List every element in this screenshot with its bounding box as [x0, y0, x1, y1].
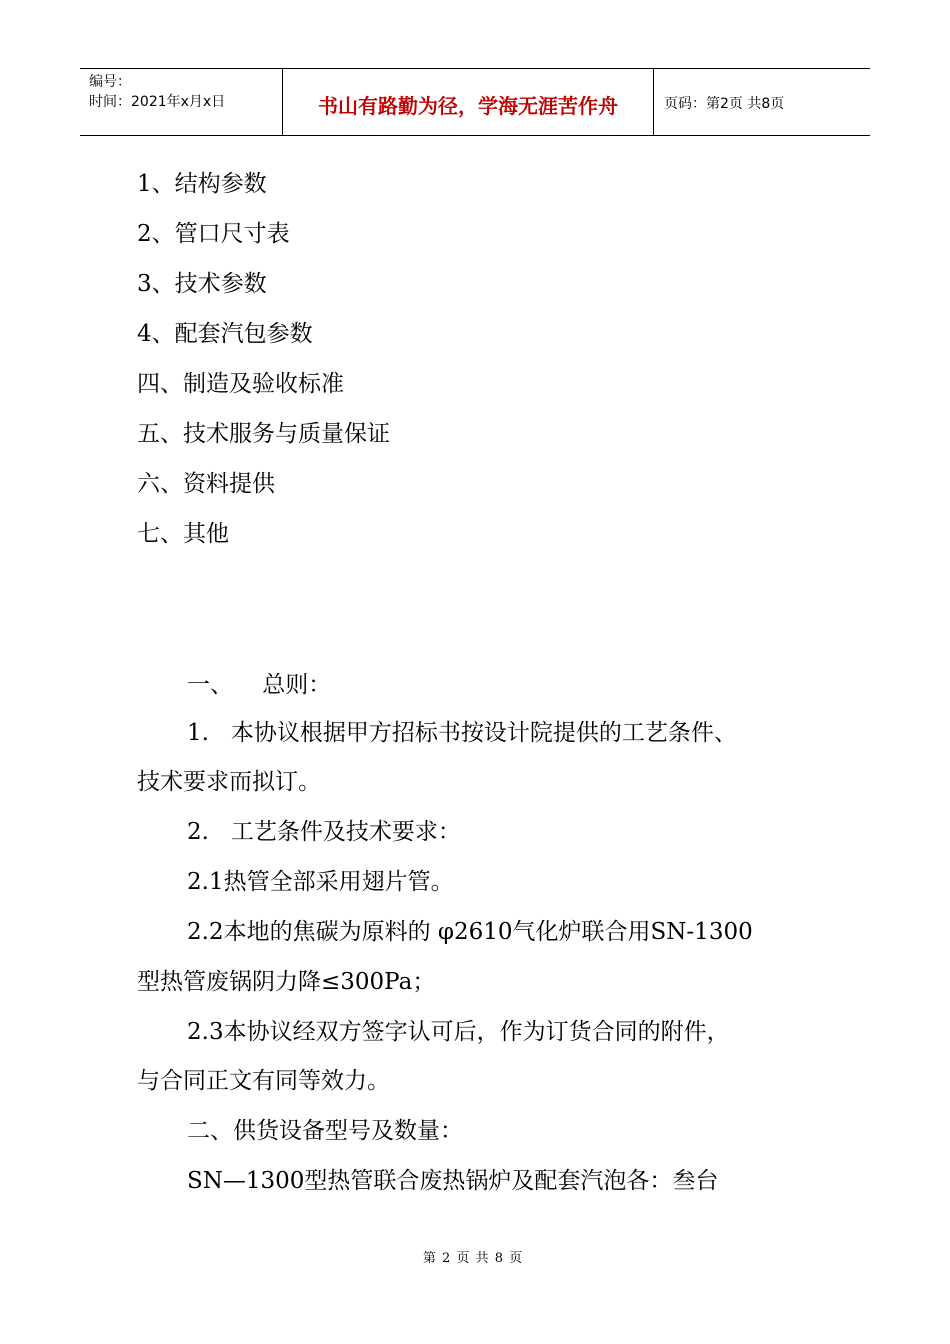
paragraph-line: 2.1热管全部采用翅片管。 — [187, 869, 454, 895]
paragraph-line: 技术要求而拟订。 — [137, 769, 321, 795]
toc-item: 五、技术服务与质量保证 — [137, 421, 390, 447]
section-heading: 一、 总则： — [187, 672, 332, 698]
document-number-label: 编号： — [89, 74, 131, 90]
paragraph-line: 2.2本地的焦碳为原料的 φ2610气化炉联合用SN-1300 — [187, 919, 753, 945]
header-page-info: 页码：第2页 共8页 — [664, 96, 785, 112]
paragraph-line: 1. 本协议根据甲方招标书按设计院提供的工艺条件、 — [187, 720, 737, 746]
toc-item: 四、制造及验收标准 — [137, 371, 344, 397]
paragraph-line: 2. 工艺条件及技术要求： — [187, 819, 461, 845]
toc-item: 2、管口尺寸表 — [137, 221, 290, 247]
toc-item: 六、资料提供 — [137, 471, 275, 497]
header-page-cell — [654, 69, 870, 135]
paragraph-line: 2.3本协议经双方签字认可后，作为订货合同的附件， — [187, 1019, 730, 1045]
page-header — [80, 68, 870, 136]
paragraph-line: SN—1300型热管联合废热锅炉及配套汽泡各：叁台 — [187, 1168, 719, 1194]
header-motto-cell — [283, 69, 654, 135]
toc-item: 七、其他 — [137, 521, 229, 547]
header-motto: 书山有路勤为径，学海无涯苦作舟 — [318, 93, 618, 118]
toc-item: 1、结构参数 — [137, 171, 267, 197]
page-footer: 第 2 页 共 8 页 — [422, 1251, 524, 1266]
paragraph-line: 型热管废锅阴力降≤300Pa； — [137, 969, 436, 995]
section-heading: 二、供货设备型号及数量： — [187, 1118, 463, 1144]
paragraph-line: 与合同正文有同等效力。 — [137, 1068, 390, 1094]
header-meta-cell — [80, 69, 283, 135]
document-date-label: 时间：2021年x月x日 — [89, 94, 226, 110]
toc-item: 3、技术参数 — [137, 271, 267, 297]
toc-item: 4、配套汽包参数 — [137, 321, 313, 347]
